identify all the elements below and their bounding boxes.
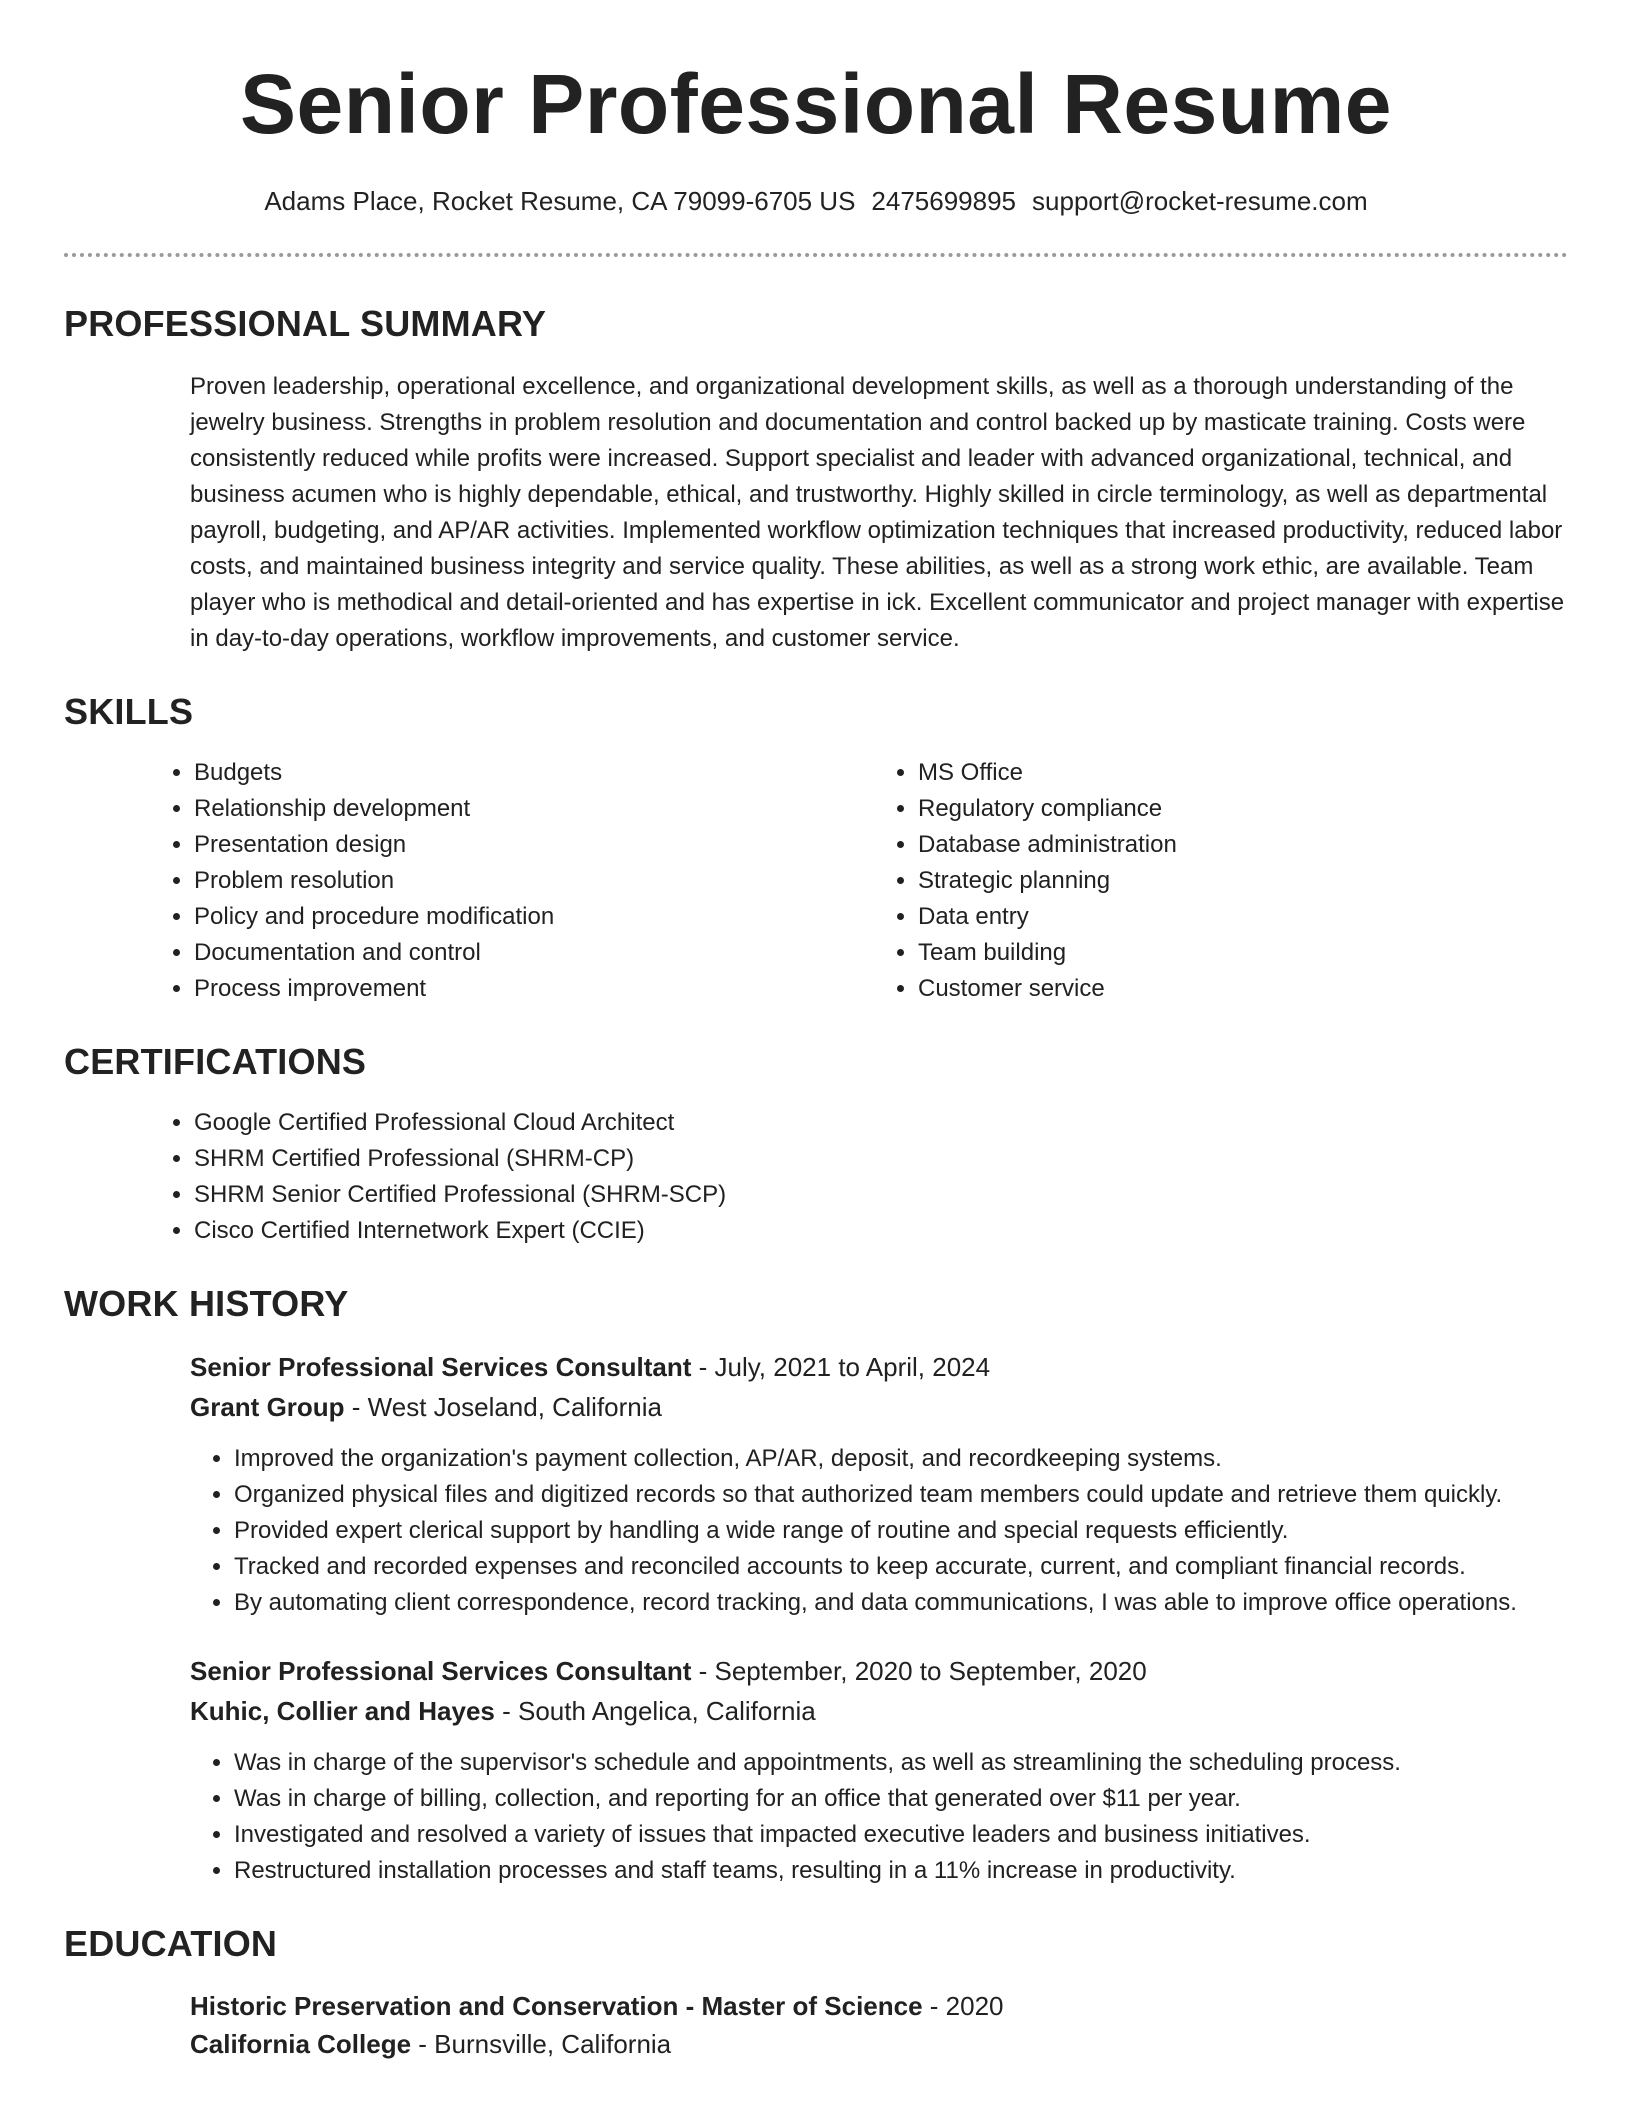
skill-item: • Team building <box>918 935 1568 971</box>
job-bullet: • Provided expert clerical support by handling a wide range of routine and special requests efficiently. <box>234 1513 1568 1549</box>
skill-item: • Presentation design <box>194 827 874 863</box>
job-role-line <box>190 1347 1568 1387</box>
job-bullet: • Investigated and resolved a variety of issues that impacted executive leaders and business initiatives. <box>234 1817 1568 1853</box>
education-school: California College <box>190 2029 412 2059</box>
skills-section <box>64 691 1568 1007</box>
job-bullet: • By automating client correspondence, record tracking, and data communications, I was able to improve office operations. <box>234 1585 1568 1621</box>
header-divider <box>64 253 1568 257</box>
job-role: Senior Professional Services Consultant <box>190 1352 692 1382</box>
job-company-line <box>190 1387 1568 1427</box>
skill-item: • Budgets <box>194 755 874 791</box>
job-entry <box>190 1651 1568 1889</box>
certification-item: • Cisco Certified Internetwork Expert (CCIE) <box>194 1213 1568 1249</box>
certification-item: • SHRM Certified Professional (SHRM-CP) <box>194 1141 1568 1177</box>
summary-title: PROFESSIONAL SUMMARY <box>64 303 547 344</box>
job-bullet: • Was in charge of the supervisor's schedule and appointments, as well as streamlining the scheduling process. <box>234 1745 1568 1781</box>
resume-name: Senior Professional Resume <box>239 57 1393 151</box>
job-bullet: • Tracked and recorded expenses and reconciled accounts to keep accurate, current, and compliant financial records. <box>234 1549 1568 1585</box>
job-dates: - July, 2021 to April, 2024 <box>691 1352 991 1382</box>
contact-line <box>64 186 1568 217</box>
skill-item: • Customer service <box>918 971 1568 1007</box>
job-bullets <box>104 1745 1568 1889</box>
certifications-title: CERTIFICATIONS <box>64 1041 367 1082</box>
job-company: Grant Group <box>190 1392 345 1422</box>
skill-item: • Strategic planning <box>918 863 1568 899</box>
job-company-line <box>190 1691 1568 1731</box>
contact-address: Adams Place, Rocket Resume, CA 79099-6705 US <box>264 186 856 216</box>
skills-list-right <box>874 755 1568 1007</box>
education-location: - Burnsville, California <box>411 2029 672 2059</box>
job-bullet: • Restructured installation processes and staff teams, resulting in a 11% increase in productivity. <box>234 1853 1568 1889</box>
skills-title: SKILLS <box>64 691 194 732</box>
job-bullet: • Improved the organization's payment collection, AP/AR, deposit, and recordkeeping systems. <box>234 1441 1568 1477</box>
skill-item: • Process improvement <box>194 971 874 1007</box>
skill-item: • Policy and procedure modification <box>194 899 874 935</box>
education-degree: Historic Preservation and Conservation - Master of Science <box>190 1991 923 2021</box>
skills-list-left <box>150 755 874 1007</box>
education-degree-line <box>190 1987 1568 2025</box>
certifications-list <box>150 1105 1568 1249</box>
summary-section <box>64 303 1568 657</box>
skill-item: • MS Office <box>918 755 1568 791</box>
certifications-section <box>64 1041 1568 1249</box>
education-title: EDUCATION <box>64 1923 278 1964</box>
contact-email: support@rocket-resume.com <box>1032 186 1368 216</box>
skill-item: • Documentation and control <box>194 935 874 971</box>
education-section <box>64 1923 1568 2063</box>
summary-text: Proven leadership, operational excellence, and organizational development skills, as well as a thorough understanding of the jewelry business. Strengths in problem resolution and documentation and control backed up by masticate training. Costs were consistently reduced while profits were increased. Support specialist and leader with advanced organizational, technical, and business acumen who is highly dependable, ethical, and trustworthy. Highly skilled in circle terminology, as well as departmental payroll, budgeting, and AP/AR activities. Implemented workflow optimization techniques that increased productivity, reduced labor costs, and maintained business integrity and service quality. These abilities, as well as a strong work ethic, are available. Team player who is methodical and detail-oriented and has expertise in ick. Excellent communicator and project manager with expertise in day-to-day operations, workflow improvements, and customer service. <box>190 373 1565 652</box>
job-role-line <box>190 1651 1568 1691</box>
certification-item: • SHRM Senior Certified Professional (SHRM-SCP) <box>194 1177 1568 1213</box>
work-history-title: WORK HISTORY <box>64 1283 349 1324</box>
job-bullet: • Was in charge of billing, collection, and reporting for an office that generated over $11 per year. <box>234 1781 1568 1817</box>
skill-item: • Regulatory compliance <box>918 791 1568 827</box>
job-location: - West Joseland, California <box>344 1392 662 1422</box>
job-company: Kuhic, Collier and Hayes <box>190 1696 495 1726</box>
contact-phone: 2475699895 <box>871 186 1017 216</box>
job-entry <box>190 1347 1568 1621</box>
certification-item: • Google Certified Professional Cloud Architect <box>194 1105 1568 1141</box>
job-bullet: • Organized physical files and digitized records so that authorized team members could update and retrieve them quickly. <box>234 1477 1568 1513</box>
skill-item: • Relationship development <box>194 791 874 827</box>
skill-item: • Database administration <box>918 827 1568 863</box>
education-school-line <box>190 2025 1568 2063</box>
skill-item: • Data entry <box>918 899 1568 935</box>
skill-item: • Problem resolution <box>194 863 874 899</box>
job-location: - South Angelica, California <box>494 1696 816 1726</box>
job-bullets <box>104 1441 1568 1621</box>
work-history-section <box>64 1283 1568 1889</box>
job-dates: - September, 2020 to September, 2020 <box>691 1656 1147 1686</box>
education-year: - 2020 <box>922 1991 1004 2021</box>
job-role: Senior Professional Services Consultant <box>190 1656 692 1686</box>
